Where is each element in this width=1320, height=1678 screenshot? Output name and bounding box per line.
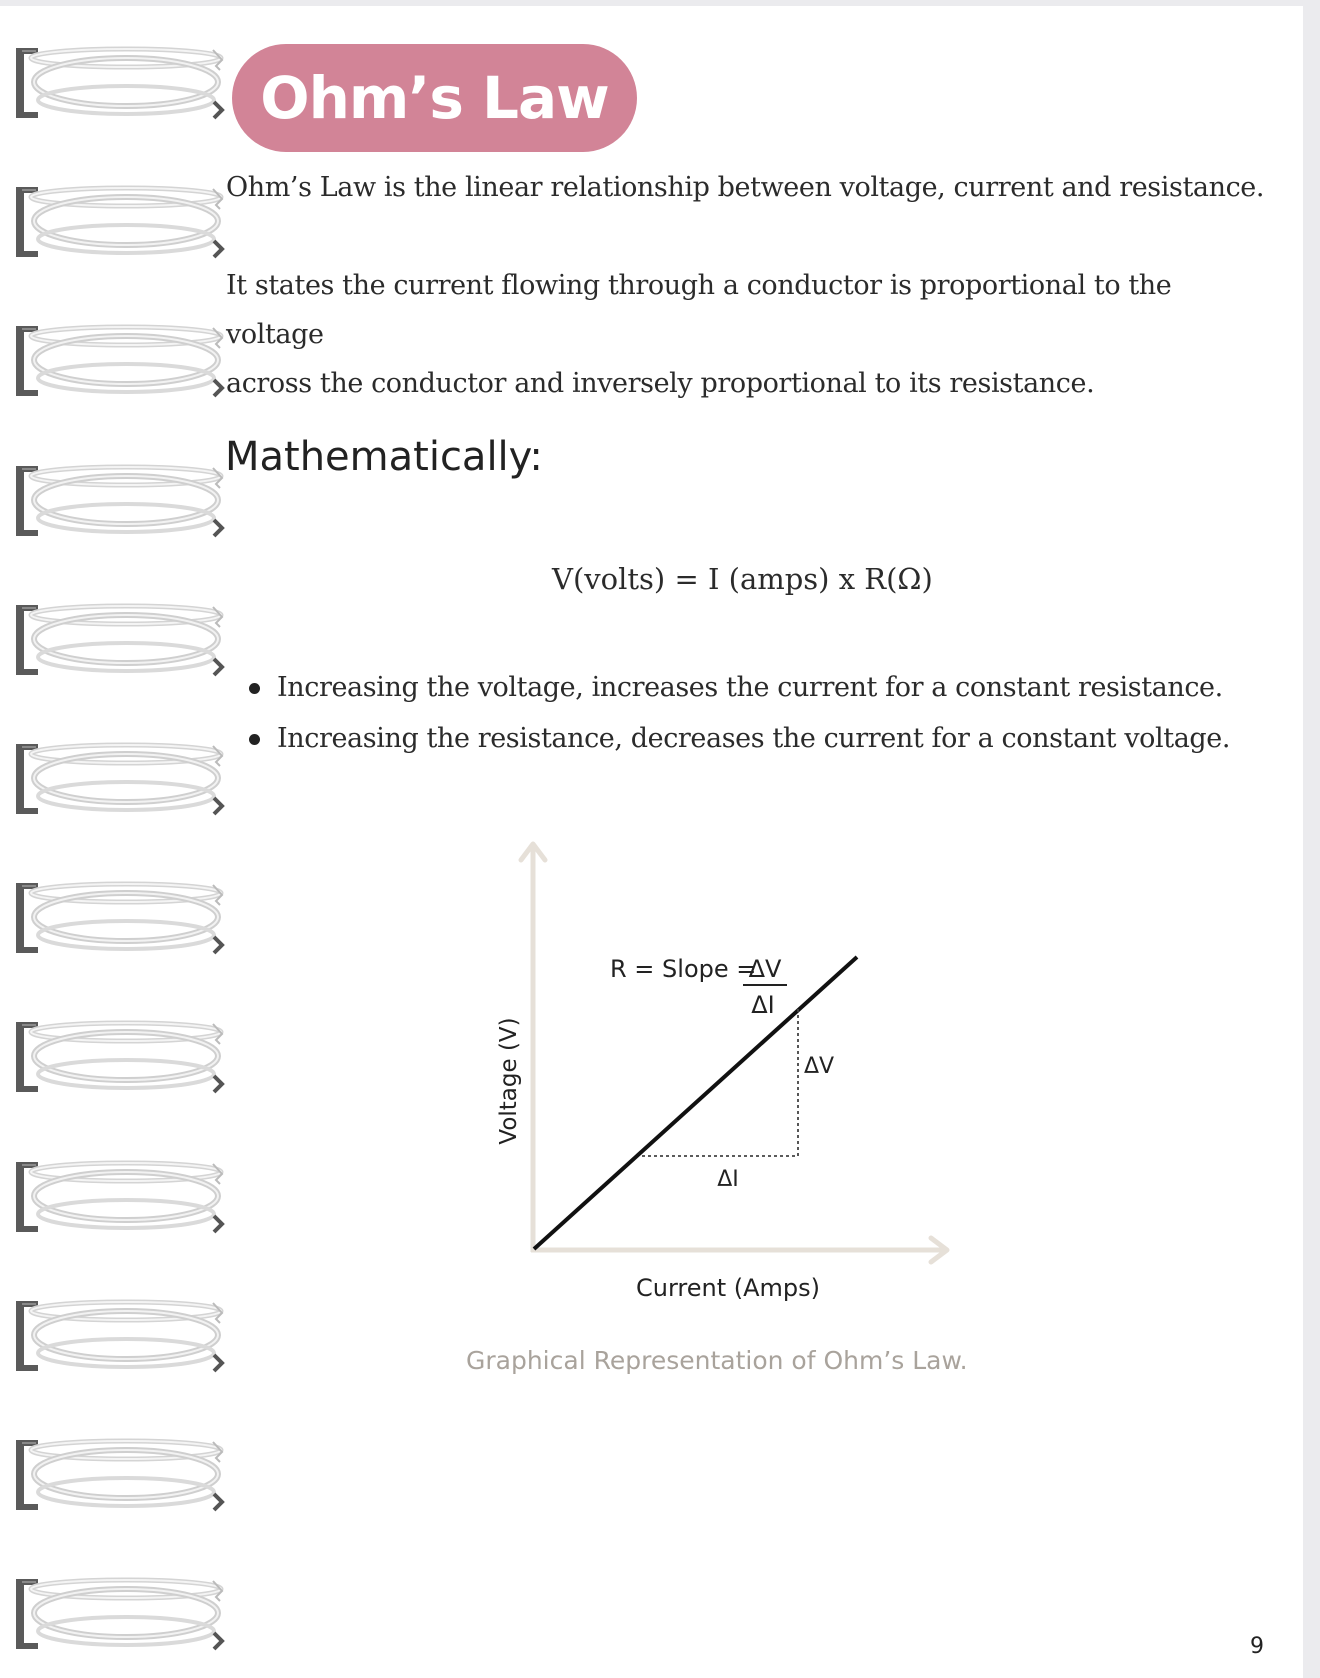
delta-i-label: ΔI xyxy=(717,1167,739,1192)
ohms-law-formula: V(volts) = I (amps) x R(Ω) xyxy=(552,562,933,596)
spiral-binding-ring-icon xyxy=(8,875,230,959)
slope-label: R = Slope = xyxy=(610,955,757,983)
list-item-text: Increasing the resistance, decreases the current for a constant voltage. xyxy=(277,723,1231,754)
section-heading: Mathematically: xyxy=(225,434,543,480)
ohms-law-graph xyxy=(470,826,960,1326)
title-banner xyxy=(232,44,637,152)
spiral-binding-ring-icon xyxy=(8,458,230,542)
spiral-binding-ring-icon xyxy=(8,1571,230,1655)
spiral-binding-ring-icon xyxy=(8,1293,230,1377)
y-axis-label: Voltage (V) xyxy=(496,1017,522,1145)
page-title: Ohm’s Law xyxy=(260,64,609,132)
fraction-denominator: ΔI xyxy=(751,991,775,1019)
spiral-binding-ring-icon xyxy=(8,597,230,681)
spiral-binding-ring-icon xyxy=(8,179,230,263)
spiral-binding-ring-icon xyxy=(8,1432,230,1516)
statement-line: across the conductor and inversely proportional to its resistance. xyxy=(226,368,1095,399)
spiral-binding-ring-icon xyxy=(8,40,230,124)
spiral-binding-ring-icon xyxy=(8,318,230,402)
bullet-list xyxy=(245,662,1230,764)
statement-line: It states the current flowing through a conductor is proportional to the voltage xyxy=(226,270,1172,350)
spiral-binding-ring-icon xyxy=(8,1014,230,1098)
page-number: 9 xyxy=(1250,1634,1264,1659)
list-item xyxy=(245,662,1230,713)
voltage-current-line xyxy=(534,957,857,1249)
notebook-page xyxy=(0,6,1303,1678)
fraction-numerator: ΔV xyxy=(748,955,782,983)
intro-paragraph: Ohm’s Law is the linear relationship between voltage, current and resistance. xyxy=(226,172,1265,203)
list-item-text: Increasing the voltage, increases the current for a constant resistance. xyxy=(277,672,1223,703)
bullet-icon xyxy=(249,734,260,745)
spiral-binding-ring-icon xyxy=(8,736,230,820)
bullet-icon xyxy=(249,683,260,694)
delta-v-label: ΔV xyxy=(804,1054,835,1079)
spiral-binding-ring-icon xyxy=(8,1154,230,1238)
x-axis-label: Current (Amps) xyxy=(635,1274,821,1302)
list-item xyxy=(245,713,1230,764)
figure-caption: Graphical Representation of Ohm’s Law. xyxy=(466,1346,968,1375)
statement-paragraph xyxy=(226,261,1276,408)
